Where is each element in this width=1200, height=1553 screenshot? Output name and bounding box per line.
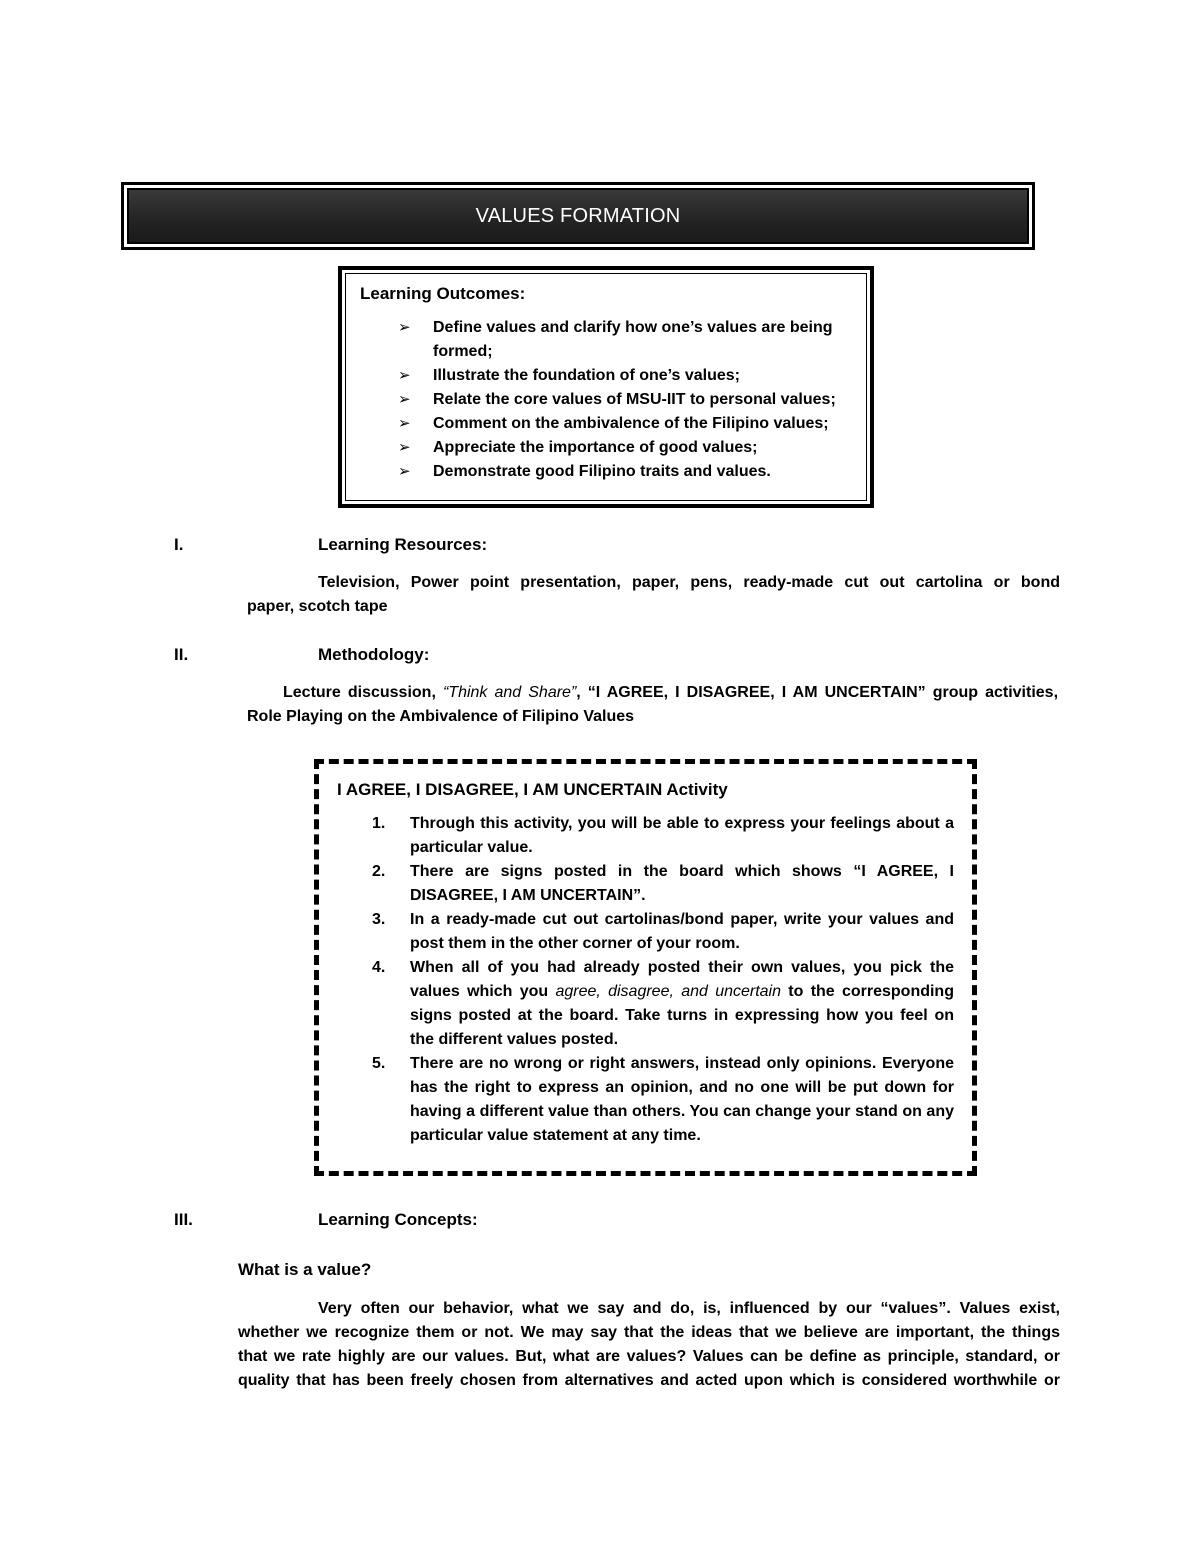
list-item [337, 908, 954, 956]
list-item-text: There are no wrong or right answers, instead only opinions. Everyone has the right to express an opinion, and no one will be put down for having a different value than others. You can change your stand on any particular value statement at any time. [410, 1055, 954, 1144]
activity-list [337, 812, 954, 1148]
section-number: III. [174, 1210, 193, 1229]
list-item [337, 1052, 954, 1148]
arrow-bullet-icon: ➢ [398, 367, 411, 384]
paragraph-line [247, 681, 1058, 705]
paragraph-line: that we rate highly are our values. But, what are values? Values can be define as principle, standard, or [238, 1348, 1060, 1365]
italic-text-run: “Think and Share” [442, 684, 577, 701]
section-heading-methodology [174, 645, 429, 665]
page-title: VALUES FORMATION [475, 204, 681, 227]
list-item-text: There are signs posted in the board which shows “I AGREE, I DISAGREE, I AM UNCERTAIN”. [410, 863, 954, 904]
paragraph-line: whether we recognize them or not. We may say that the ideas that we believe are important, the things [238, 1324, 1060, 1341]
concepts-subheading: What is a value? [238, 1260, 372, 1279]
list-item-text: Appreciate the importance of good values; [433, 439, 758, 456]
list-item-text: Illustrate the foundation of one’s values; [433, 367, 740, 384]
text-run: , “I AGREE, I DISAGREE, I AM UNCERTAIN” group activities, [576, 684, 1059, 701]
list-item-text: Demonstrate good Filipino traits and values. [433, 463, 771, 480]
activity-heading: I AGREE, I DISAGREE, I AM UNCERTAIN Activity [337, 780, 728, 799]
list-item [360, 388, 848, 412]
list-item [360, 460, 848, 484]
arrow-bullet-icon: ➢ [398, 463, 411, 480]
list-item-text [410, 959, 954, 1048]
text-run: When all of you had already posted their own values, you pick the values which you [410, 959, 954, 1000]
paragraph-line: Very often our behavior, what we say and do, is, influenced by our “values”. Values exist, [318, 1300, 1060, 1317]
list-item-text: Define values and clarify how one’s values are being formed; [433, 319, 833, 360]
resources-paragraph [247, 571, 1060, 619]
list-item [337, 956, 954, 1052]
list-item-text: Through this activity, you will be able to express your feelings about a particular value. [410, 815, 954, 856]
concepts-paragraph [238, 1297, 1060, 1393]
list-item-text: Relate the core values of MSU-IIT to personal values; [433, 391, 836, 408]
section-heading-concepts [174, 1210, 478, 1230]
list-item [360, 436, 848, 460]
list-item [337, 812, 954, 860]
section-title: Learning Concepts: [318, 1210, 478, 1229]
list-item-text: Comment on the ambivalence of the Filipino values; [433, 415, 829, 432]
list-number: 1. [372, 815, 386, 832]
arrow-bullet-icon: ➢ [398, 319, 411, 336]
section-heading-resources [174, 535, 487, 555]
text-run: to the corresponding signs posted at the board. Take turns in expressing how you feel on the different values posted. [410, 983, 954, 1048]
title-banner [121, 182, 1035, 250]
paragraph-line: quality that has been freely chosen from alternatives and acted upon which is considered worthwhile or [238, 1372, 1060, 1389]
section-number: I. [174, 535, 184, 554]
learning-outcomes-heading: Learning Outcomes: [360, 284, 526, 303]
list-number: 3. [372, 911, 386, 928]
learning-outcomes-box [338, 266, 874, 508]
list-number: 4. [372, 959, 386, 976]
section-title: Methodology: [318, 645, 430, 664]
paragraph-line: paper, scotch tape [247, 598, 388, 615]
learning-outcomes-list [360, 316, 848, 484]
section-number: II. [174, 645, 189, 664]
arrow-bullet-icon: ➢ [398, 439, 411, 456]
text-run: Lecture discussion, [283, 684, 443, 701]
list-item [360, 316, 848, 364]
title-banner-inner [127, 188, 1029, 244]
list-number: 2. [372, 863, 386, 880]
paragraph-line: Television, Power point presentation, paper, pens, ready-made cut out cartolina or bond [318, 574, 1060, 591]
list-item [360, 364, 848, 388]
methodology-paragraph [247, 681, 1058, 729]
list-item [360, 412, 848, 436]
italic-text-run: agree, disagree, and uncertain [555, 983, 782, 1000]
arrow-bullet-icon: ➢ [398, 415, 411, 432]
arrow-bullet-icon: ➢ [398, 391, 411, 408]
list-item [337, 860, 954, 908]
paragraph-line: Role Playing on the Ambivalence of Filipino Values [247, 708, 635, 725]
list-number: 5. [372, 1055, 386, 1072]
activity-box [314, 759, 977, 1176]
list-item-text: In a ready-made cut out cartolinas/bond paper, write your values and post them in the other corner of your room. [410, 911, 954, 952]
section-title: Learning Resources: [318, 535, 488, 554]
